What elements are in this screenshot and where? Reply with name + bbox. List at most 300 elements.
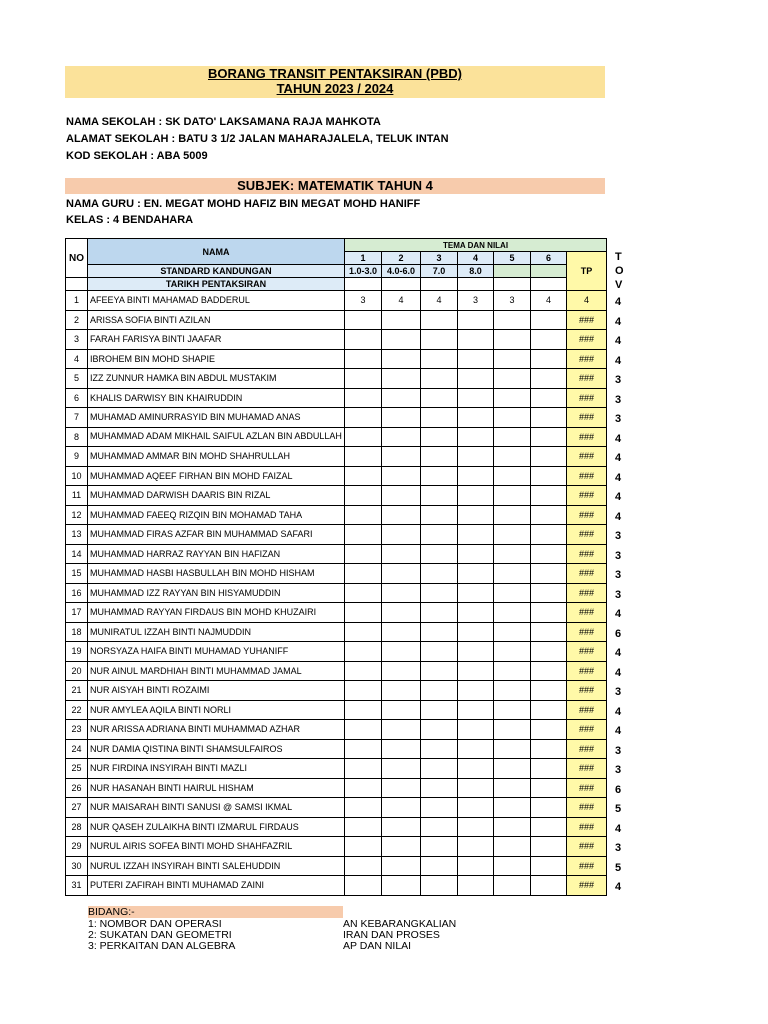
legend-item: IRAN DAN PROSES <box>343 929 440 941</box>
row-number: 4 <box>66 349 88 369</box>
score-cell <box>458 310 494 330</box>
score-cell <box>421 798 458 818</box>
tarikh-cell <box>531 278 567 291</box>
score-cell <box>421 622 458 642</box>
score-cell <box>531 622 567 642</box>
side-value: 4 <box>615 315 622 328</box>
side-header-letter: T <box>615 251 622 263</box>
student-name: NUR FIRDINA INSYIRAH BINTI MAZLI <box>88 759 345 779</box>
tema-number: 4 <box>458 252 494 265</box>
student-name: NURUL AIRIS SOFEA BINTI MOHD SHAHFAZRIL <box>88 837 345 857</box>
score-cell <box>458 369 494 389</box>
tp-cell: ### <box>567 583 607 603</box>
score-cell <box>458 876 494 896</box>
table-row <box>66 681 607 701</box>
table-row <box>66 330 607 350</box>
score-cell <box>421 544 458 564</box>
score-cell <box>382 330 421 350</box>
score-cell <box>421 583 458 603</box>
score-cell <box>494 661 531 681</box>
score-cell <box>458 525 494 545</box>
score-cell <box>494 330 531 350</box>
score-cell <box>382 486 421 506</box>
score-cell <box>421 505 458 525</box>
score-cell <box>458 349 494 369</box>
legend-item: AP DAN NILAI <box>343 940 412 952</box>
score-cell <box>345 642 382 662</box>
score-cell <box>421 856 458 876</box>
score-cell <box>421 700 458 720</box>
tema-number: 3 <box>421 252 458 265</box>
score-cell <box>531 876 567 896</box>
school-code: KOD SEKOLAH : ABA 5009 <box>66 150 208 162</box>
tema-number: 1 <box>345 252 382 265</box>
tarikh-cell <box>382 278 421 291</box>
tp-cell: ### <box>567 486 607 506</box>
legend-title: BIDANG:- <box>88 906 343 918</box>
score-cell <box>531 310 567 330</box>
score-cell <box>531 700 567 720</box>
tp-cell: ### <box>567 798 607 818</box>
score-cell <box>382 681 421 701</box>
tp-cell: ### <box>567 681 607 701</box>
score-cell <box>494 856 531 876</box>
standard-value: 1.0-3.0 <box>345 265 382 278</box>
score-cell <box>345 564 382 584</box>
row-number: 9 <box>66 447 88 467</box>
score-cell <box>458 817 494 837</box>
score-cell <box>531 330 567 350</box>
score-cell <box>494 447 531 467</box>
score-cell <box>494 583 531 603</box>
score-cell <box>382 778 421 798</box>
score-cell <box>421 466 458 486</box>
score-cell <box>458 544 494 564</box>
score-cell <box>458 408 494 428</box>
student-name: FARAH FARISYA BINTI JAAFAR <box>88 330 345 350</box>
row-number: 13 <box>66 525 88 545</box>
score-cell <box>382 408 421 428</box>
title-banner <box>65 66 605 98</box>
tema-header: TEMA DAN NILAI <box>345 239 607 252</box>
row-number: 15 <box>66 564 88 584</box>
teacher-name: NAMA GURU : EN. MEGAT MOHD HAFIZ BIN MEGAT MOHD HANIFF <box>66 198 421 210</box>
table-row <box>66 837 607 857</box>
score-cell <box>382 876 421 896</box>
row-number: 19 <box>66 642 88 662</box>
tp-cell: ### <box>567 603 607 623</box>
score-cell <box>345 408 382 428</box>
score-cell <box>458 681 494 701</box>
student-name: KHALIS DARWISY BIN KHAIRUDDIN <box>88 388 345 408</box>
tp-cell: ### <box>567 700 607 720</box>
score-cell <box>382 447 421 467</box>
score-cell <box>345 681 382 701</box>
standard-value: 4.0-6.0 <box>382 265 421 278</box>
table-row <box>66 856 607 876</box>
score-cell <box>345 837 382 857</box>
table-row <box>66 427 607 447</box>
score-cell <box>382 817 421 837</box>
score-cell <box>458 486 494 506</box>
score-cell <box>531 798 567 818</box>
table-row <box>66 564 607 584</box>
score-cell <box>458 856 494 876</box>
school-address: ALAMAT SEKOLAH : BATU 3 1/2 JALAN MAHARAJALELA, TELUK INTAN <box>66 133 449 145</box>
score-cell <box>421 661 458 681</box>
side-value: 5 <box>615 861 622 874</box>
side-value: 4 <box>615 705 622 718</box>
standard-value: 8.0 <box>458 265 494 278</box>
side-value: 4 <box>615 666 622 679</box>
side-value: 3 <box>615 744 622 757</box>
tp-cell: ### <box>567 642 607 662</box>
student-name: AFEEYA BINTI MAHAMAD BADDERUL <box>88 291 345 311</box>
score-cell <box>458 427 494 447</box>
score-cell <box>494 564 531 584</box>
side-value: 4 <box>615 510 622 523</box>
table-row <box>66 622 607 642</box>
row-number: 25 <box>66 759 88 779</box>
score-cell <box>531 447 567 467</box>
table-row <box>66 486 607 506</box>
score-cell <box>421 564 458 584</box>
row-number: 27 <box>66 798 88 818</box>
student-name: MUHAMMAD DARWISH DAARIS BIN RIZAL <box>88 486 345 506</box>
row-number: 28 <box>66 817 88 837</box>
tp-cell: ### <box>567 310 607 330</box>
score-cell <box>494 349 531 369</box>
tp-cell: ### <box>567 427 607 447</box>
score-cell: 3 <box>458 291 494 311</box>
row-number: 18 <box>66 622 88 642</box>
tp-cell: ### <box>567 856 607 876</box>
tp-cell: ### <box>567 759 607 779</box>
score-cell <box>382 700 421 720</box>
score-cell <box>531 837 567 857</box>
student-name: NURUL IZZAH INSYIRAH BINTI SALEHUDDIN <box>88 856 345 876</box>
score-cell <box>421 525 458 545</box>
side-value: 3 <box>615 393 622 406</box>
tema-number: 5 <box>494 252 531 265</box>
student-name: MUHAMMAD AMMAR BIN MOHD SHAHRULLAH <box>88 447 345 467</box>
score-cell <box>531 583 567 603</box>
student-name: NUR AINUL MARDHIAH BINTI MUHAMMAD JAMAL <box>88 661 345 681</box>
score-cell <box>458 388 494 408</box>
side-value: 4 <box>615 608 622 620</box>
score-cell <box>458 466 494 486</box>
table-row <box>66 798 607 818</box>
side-value: 4 <box>615 452 622 464</box>
score-cell <box>531 486 567 506</box>
side-value: 4 <box>615 354 622 367</box>
table-row <box>66 817 607 837</box>
score-cell <box>345 525 382 545</box>
student-name: NUR ARISSA ADRIANA BINTI MUHAMMAD AZHAR <box>88 720 345 740</box>
score-cell <box>531 681 567 701</box>
row-number: 7 <box>66 408 88 428</box>
score-cell <box>382 564 421 584</box>
score-cell <box>382 388 421 408</box>
score-cell <box>458 720 494 740</box>
score-cell <box>458 447 494 467</box>
nama-header: NAMA <box>88 239 345 265</box>
row-number: 10 <box>66 466 88 486</box>
score-cell <box>531 427 567 447</box>
student-name: NUR QASEH ZULAIKHA BINTI IZMARUL FIRDAUS <box>88 817 345 837</box>
subject-title: SUBJEK: MATEMATIK TAHUN 4 <box>65 178 605 194</box>
table-row <box>66 466 607 486</box>
score-cell <box>458 642 494 662</box>
score-cell <box>494 466 531 486</box>
score-cell <box>494 310 531 330</box>
no-header: NO <box>66 239 88 278</box>
score-cell <box>421 681 458 701</box>
score-cell <box>458 564 494 584</box>
tp-cell: ### <box>567 369 607 389</box>
table-row <box>66 778 607 798</box>
score-cell <box>494 525 531 545</box>
score-cell <box>531 349 567 369</box>
row-number: 29 <box>66 837 88 857</box>
student-name: MUHAMMAD IZZ RAYYAN BIN HISYAMUDDIN <box>88 583 345 603</box>
tarikh-cell <box>458 278 494 291</box>
tarikh-cell <box>494 278 531 291</box>
tp-cell: ### <box>567 720 607 740</box>
score-cell <box>531 564 567 584</box>
tp-cell: ### <box>567 505 607 525</box>
score-cell: 3 <box>345 291 382 311</box>
score-cell <box>382 603 421 623</box>
score-cell <box>531 544 567 564</box>
table-row <box>66 661 607 681</box>
score-cell <box>494 876 531 896</box>
score-cell <box>531 856 567 876</box>
tarikh-cell <box>421 278 458 291</box>
score-cell <box>345 388 382 408</box>
score-cell <box>458 798 494 818</box>
tarikh-cell <box>345 278 382 291</box>
score-cell <box>382 310 421 330</box>
row-number: 8 <box>66 427 88 447</box>
score-cell <box>421 447 458 467</box>
school-name: NAMA SEKOLAH : SK DATO' LAKSAMANA RAJA MAHKOTA <box>66 116 381 128</box>
table-row <box>66 603 607 623</box>
score-cell <box>382 759 421 779</box>
row-number: 17 <box>66 603 88 623</box>
score-cell <box>345 603 382 623</box>
score-cell <box>494 622 531 642</box>
score-cell <box>494 759 531 779</box>
student-name: NORSYAZA HAIFA BINTI MUHAMAD YUHANIFF <box>88 642 345 662</box>
score-cell <box>345 583 382 603</box>
side-value: 6 <box>615 627 622 640</box>
score-cell <box>458 759 494 779</box>
score-cell <box>531 408 567 428</box>
student-name: MUHAMMAD RAYYAN FIRDAUS BIN MOHD KHUZAIRI <box>88 603 345 623</box>
score-cell <box>531 817 567 837</box>
row-number: 21 <box>66 681 88 701</box>
score-cell <box>382 427 421 447</box>
standard-value: 7.0 <box>421 265 458 278</box>
legend-item: 1: NOMBOR DAN OPERASI <box>88 918 222 930</box>
score-cell <box>531 642 567 662</box>
score-cell <box>421 778 458 798</box>
score-cell <box>345 759 382 779</box>
student-name: IZZ ZUNNUR HAMKA BIN ABDUL MUSTAKIM <box>88 369 345 389</box>
side-value: 3 <box>615 686 622 698</box>
standard-kandungan-header: STANDARD KANDUNGAN <box>88 265 345 278</box>
score-cell <box>345 778 382 798</box>
score-cell <box>458 603 494 623</box>
score-cell <box>458 778 494 798</box>
row-number: 20 <box>66 661 88 681</box>
score-cell <box>345 466 382 486</box>
table-row <box>66 505 607 525</box>
row-number: 1 <box>66 291 88 311</box>
score-cell <box>421 603 458 623</box>
score-cell <box>382 837 421 857</box>
side-value: 3 <box>615 764 622 776</box>
legend-item: 3: PERKAITAN DAN ALGEBRA <box>88 940 236 952</box>
side-value: 4 <box>615 647 622 659</box>
score-cell <box>458 661 494 681</box>
tp-cell: ### <box>567 837 607 857</box>
score-cell <box>421 642 458 662</box>
score-cell <box>345 447 382 467</box>
student-name: MUNIRATUL IZZAH BINTI NAJMUDDIN <box>88 622 345 642</box>
side-value: 4 <box>615 881 622 893</box>
score-cell <box>421 388 458 408</box>
score-cell <box>421 486 458 506</box>
score-cell <box>494 505 531 525</box>
assessment-table <box>65 238 607 896</box>
score-cell <box>382 583 421 603</box>
tp-cell: ### <box>567 622 607 642</box>
legend-item: AN KEBARANGKALIAN <box>343 918 457 930</box>
side-value: 3 <box>615 588 622 601</box>
score-cell <box>458 330 494 350</box>
student-name: MUHAMMAD FAEEQ RIZQIN BIN MOHAMAD TAHA <box>88 505 345 525</box>
score-cell <box>531 466 567 486</box>
score-cell <box>494 837 531 857</box>
table-row <box>66 388 607 408</box>
side-value: 3 <box>615 569 622 581</box>
side-value: 5 <box>615 803 622 815</box>
table-row <box>66 583 607 603</box>
side-value: 3 <box>615 842 622 854</box>
student-name: NUR HASANAH BINTI HAIRUL HISHAM <box>88 778 345 798</box>
tp-cell: ### <box>567 330 607 350</box>
score-cell <box>382 661 421 681</box>
side-value: 3 <box>615 549 622 562</box>
score-cell <box>421 837 458 857</box>
table-row <box>66 720 607 740</box>
row-number: 24 <box>66 739 88 759</box>
score-cell <box>345 876 382 896</box>
score-cell <box>382 642 421 662</box>
score-cell <box>345 798 382 818</box>
row-number: 26 <box>66 778 88 798</box>
score-cell <box>345 349 382 369</box>
score-cell <box>531 720 567 740</box>
score-cell <box>382 369 421 389</box>
score-cell <box>458 837 494 857</box>
score-cell <box>345 427 382 447</box>
side-value: 6 <box>615 783 622 796</box>
score-cell <box>421 310 458 330</box>
tarikh-header: TARIKH PENTAKSIRAN <box>88 278 345 291</box>
score-cell <box>345 486 382 506</box>
score-cell <box>382 505 421 525</box>
side-value: 4 <box>615 491 622 503</box>
score-cell <box>458 505 494 525</box>
score-cell <box>421 369 458 389</box>
student-name: MUHAMMAD ADAM MIKHAIL SAIFUL AZLAN BIN ABDULLAH <box>88 427 345 447</box>
score-cell <box>345 720 382 740</box>
student-name: MUHAMMAD HASBI HASBULLAH BIN MOHD HISHAM <box>88 564 345 584</box>
table-row <box>66 642 607 662</box>
score-cell <box>458 739 494 759</box>
tp-cell: ### <box>567 544 607 564</box>
score-cell <box>531 603 567 623</box>
row-number: 5 <box>66 369 88 389</box>
score-cell <box>494 798 531 818</box>
side-value: 3 <box>615 530 622 542</box>
tp-cell: ### <box>567 876 607 896</box>
score-cell <box>494 427 531 447</box>
score-cell <box>382 349 421 369</box>
score-cell: 3 <box>494 291 531 311</box>
score-cell <box>382 622 421 642</box>
side-value: 4 <box>615 296 622 308</box>
student-name: MUHAMMAD FIRAS AZFAR BIN MUHAMMAD SAFARI <box>88 525 345 545</box>
row-number: 31 <box>66 876 88 896</box>
score-cell <box>345 369 382 389</box>
side-header-letter: V <box>615 279 623 291</box>
score-cell <box>421 427 458 447</box>
side-value: 4 <box>615 471 622 484</box>
score-cell <box>345 817 382 837</box>
score-cell <box>531 661 567 681</box>
tp-cell: ### <box>567 778 607 798</box>
score-cell <box>345 739 382 759</box>
score-cell <box>382 856 421 876</box>
score-cell <box>345 856 382 876</box>
side-value: 3 <box>615 374 622 386</box>
score-cell <box>494 544 531 564</box>
score-cell <box>494 681 531 701</box>
side-value: 4 <box>615 432 622 445</box>
table-row <box>66 447 607 467</box>
table-row <box>66 408 607 428</box>
score-cell <box>421 349 458 369</box>
score-cell <box>421 759 458 779</box>
table-row <box>66 525 607 545</box>
score-cell <box>458 622 494 642</box>
row-number: 16 <box>66 583 88 603</box>
score-cell <box>345 330 382 350</box>
row-number: 23 <box>66 720 88 740</box>
table-row <box>66 291 607 311</box>
table-row <box>66 349 607 369</box>
score-cell <box>494 603 531 623</box>
tema-number: 2 <box>382 252 421 265</box>
score-cell <box>421 739 458 759</box>
score-cell <box>494 642 531 662</box>
tp-cell: ### <box>567 408 607 428</box>
score-cell <box>345 505 382 525</box>
